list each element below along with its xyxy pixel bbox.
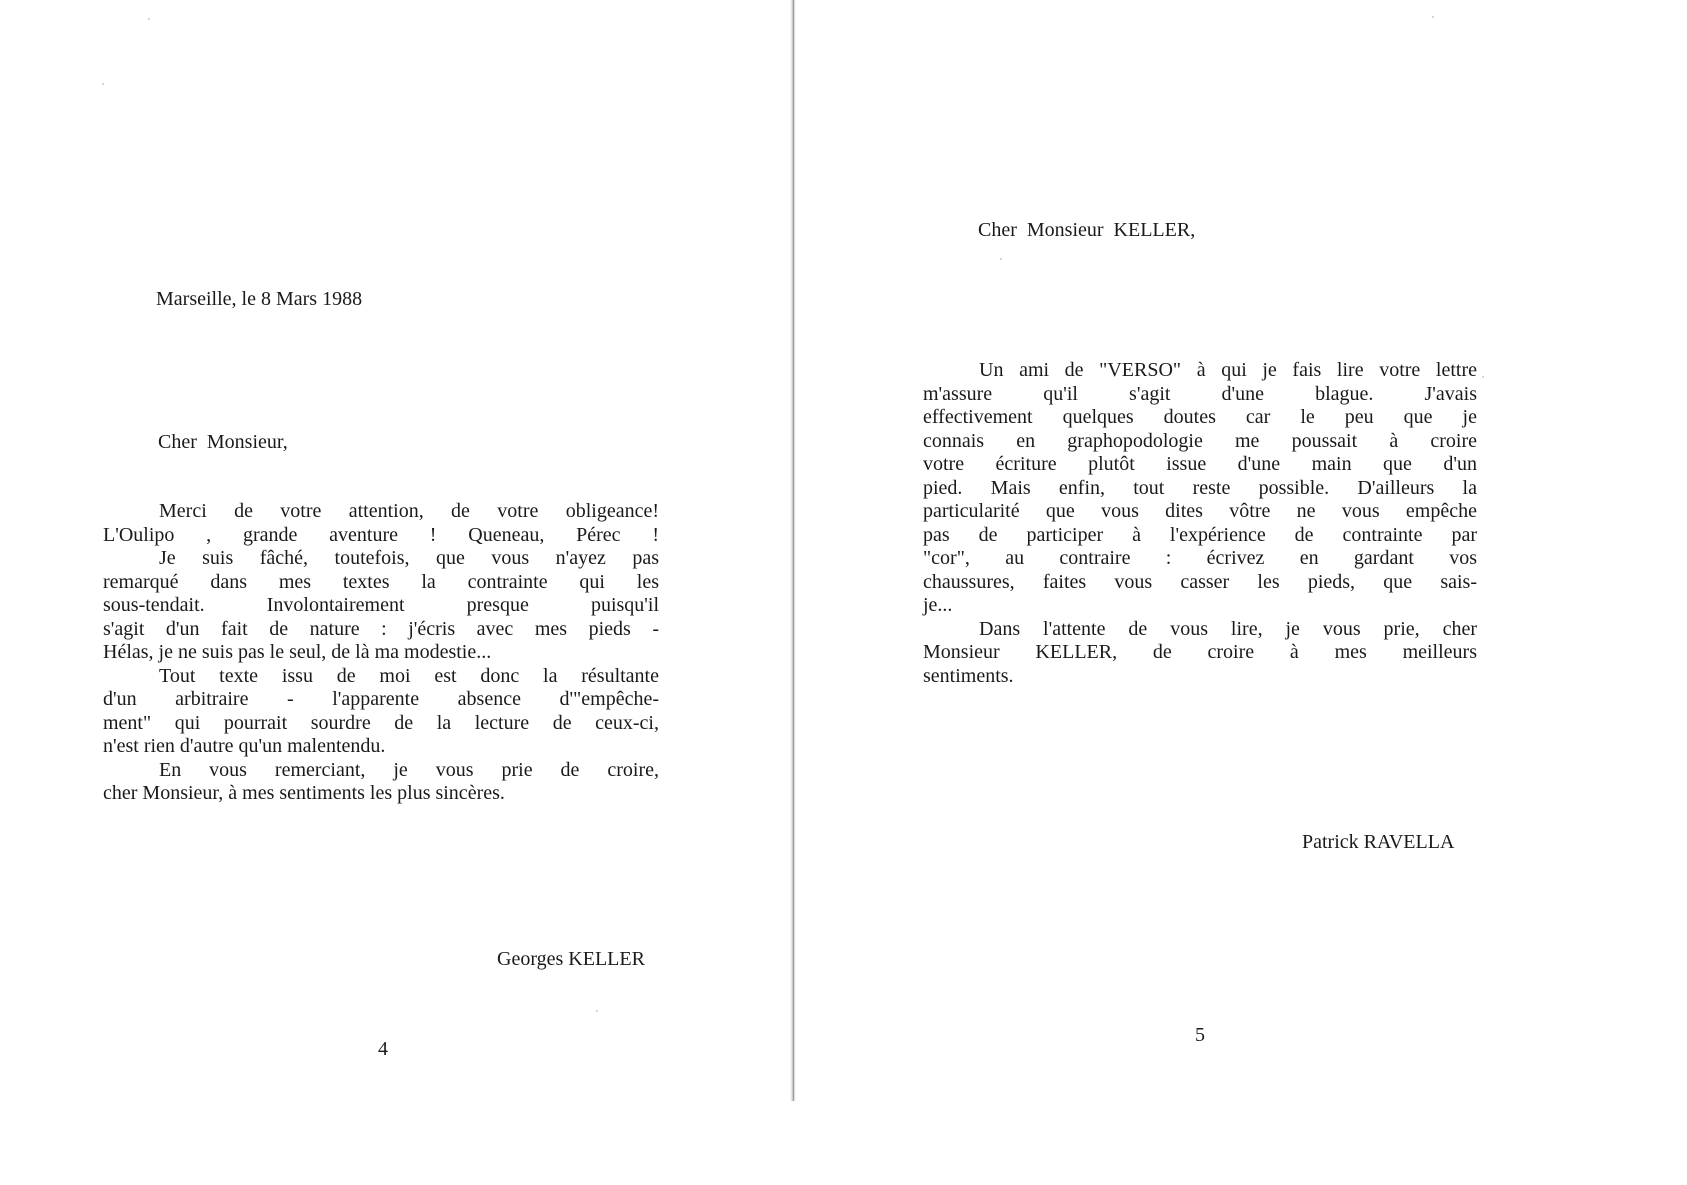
body-line: m'assure qu'il s'agit d'une blague. J'avais bbox=[923, 382, 1477, 405]
body-line: Hélas, je ne suis pas le seul, de là ma modestie... bbox=[103, 641, 492, 663]
body-line: Tout texte issu de moi est donc la résultante bbox=[159, 664, 659, 687]
place-date: Marseille, le 8 Mars 1988 bbox=[156, 288, 363, 310]
left-signature: Georges KELLER bbox=[497, 948, 645, 970]
body-line: sous-tendait. Involontairement presque puisqu'il bbox=[103, 594, 659, 616]
body-line: effectivement quelques doutes car le peu que je bbox=[923, 406, 1477, 428]
body-line: pas de participer à l'expérience de contrainte par bbox=[923, 523, 1477, 546]
body-line: Dans l'attente de vous lire, je vous prie, cher bbox=[979, 617, 1477, 640]
paper-speck bbox=[1432, 16, 1434, 18]
body-line: En vous remerciant, je vous prie de croire, bbox=[159, 758, 659, 781]
paper-speck bbox=[148, 18, 150, 20]
body-line: Monsieur KELLER, de croire à mes meilleurs bbox=[923, 641, 1477, 663]
body-line: connais en graphopodologie me poussait à croire bbox=[923, 429, 1477, 452]
right-salutation: Cher Monsieur KELLER, bbox=[978, 219, 1196, 241]
body-line: Merci de votre attention, de votre obligeance! bbox=[159, 500, 659, 522]
paper-speck bbox=[1000, 258, 1002, 260]
body-line: remarqué dans mes textes la contrainte qui les bbox=[103, 570, 659, 593]
body-line: je... bbox=[923, 594, 953, 616]
paper-speck bbox=[102, 83, 104, 85]
right-page bbox=[796, 0, 1568, 1101]
left-page bbox=[0, 0, 790, 1101]
page-number-left: 4 bbox=[378, 1038, 388, 1060]
paper-speck bbox=[596, 1010, 598, 1012]
body-line: Je suis fâché, toutefois, que vous n'ayez pas bbox=[159, 547, 659, 569]
left-letter-body bbox=[103, 500, 659, 806]
body-line: ment" qui pourrait sourdre de la lecture de ceux-ci, bbox=[103, 711, 659, 734]
body-line: pied. Mais enfin, tout reste possible. D'ailleurs la bbox=[923, 476, 1477, 499]
body-line: particularité que vous dites vôtre ne vous empêche bbox=[923, 500, 1477, 522]
body-line: votre écriture plutôt issue d'une main que d'un bbox=[923, 453, 1477, 475]
body-line: "cor", au contraire : écrivez en gardant vos bbox=[923, 547, 1477, 569]
body-line: d'un arbitraire - l'apparente absence d'"empêche- bbox=[103, 688, 659, 710]
body-line: chaussures, faites vous casser les pieds, que sais- bbox=[923, 570, 1477, 593]
body-line: s'agit d'un fait de nature : j'écris avec mes pieds - bbox=[103, 617, 659, 640]
body-line: Un ami de "VERSO" à qui je fais lire votre lettre bbox=[979, 359, 1477, 381]
body-line: L'Oulipo , grande aventure ! Queneau, Pérec ! bbox=[103, 523, 659, 546]
left-salutation: Cher Monsieur, bbox=[158, 431, 288, 453]
right-signature: Patrick RAVELLA bbox=[1302, 831, 1455, 853]
page-number-right: 5 bbox=[1195, 1024, 1205, 1046]
body-line: cher Monsieur, à mes sentiments les plus sincères. bbox=[103, 782, 505, 804]
paper-speck bbox=[1482, 376, 1484, 378]
body-line: sentiments. bbox=[923, 664, 1014, 687]
right-letter-body bbox=[923, 359, 1477, 688]
body-line: n'est rien d'autre qu'un malentendu. bbox=[103, 735, 386, 757]
